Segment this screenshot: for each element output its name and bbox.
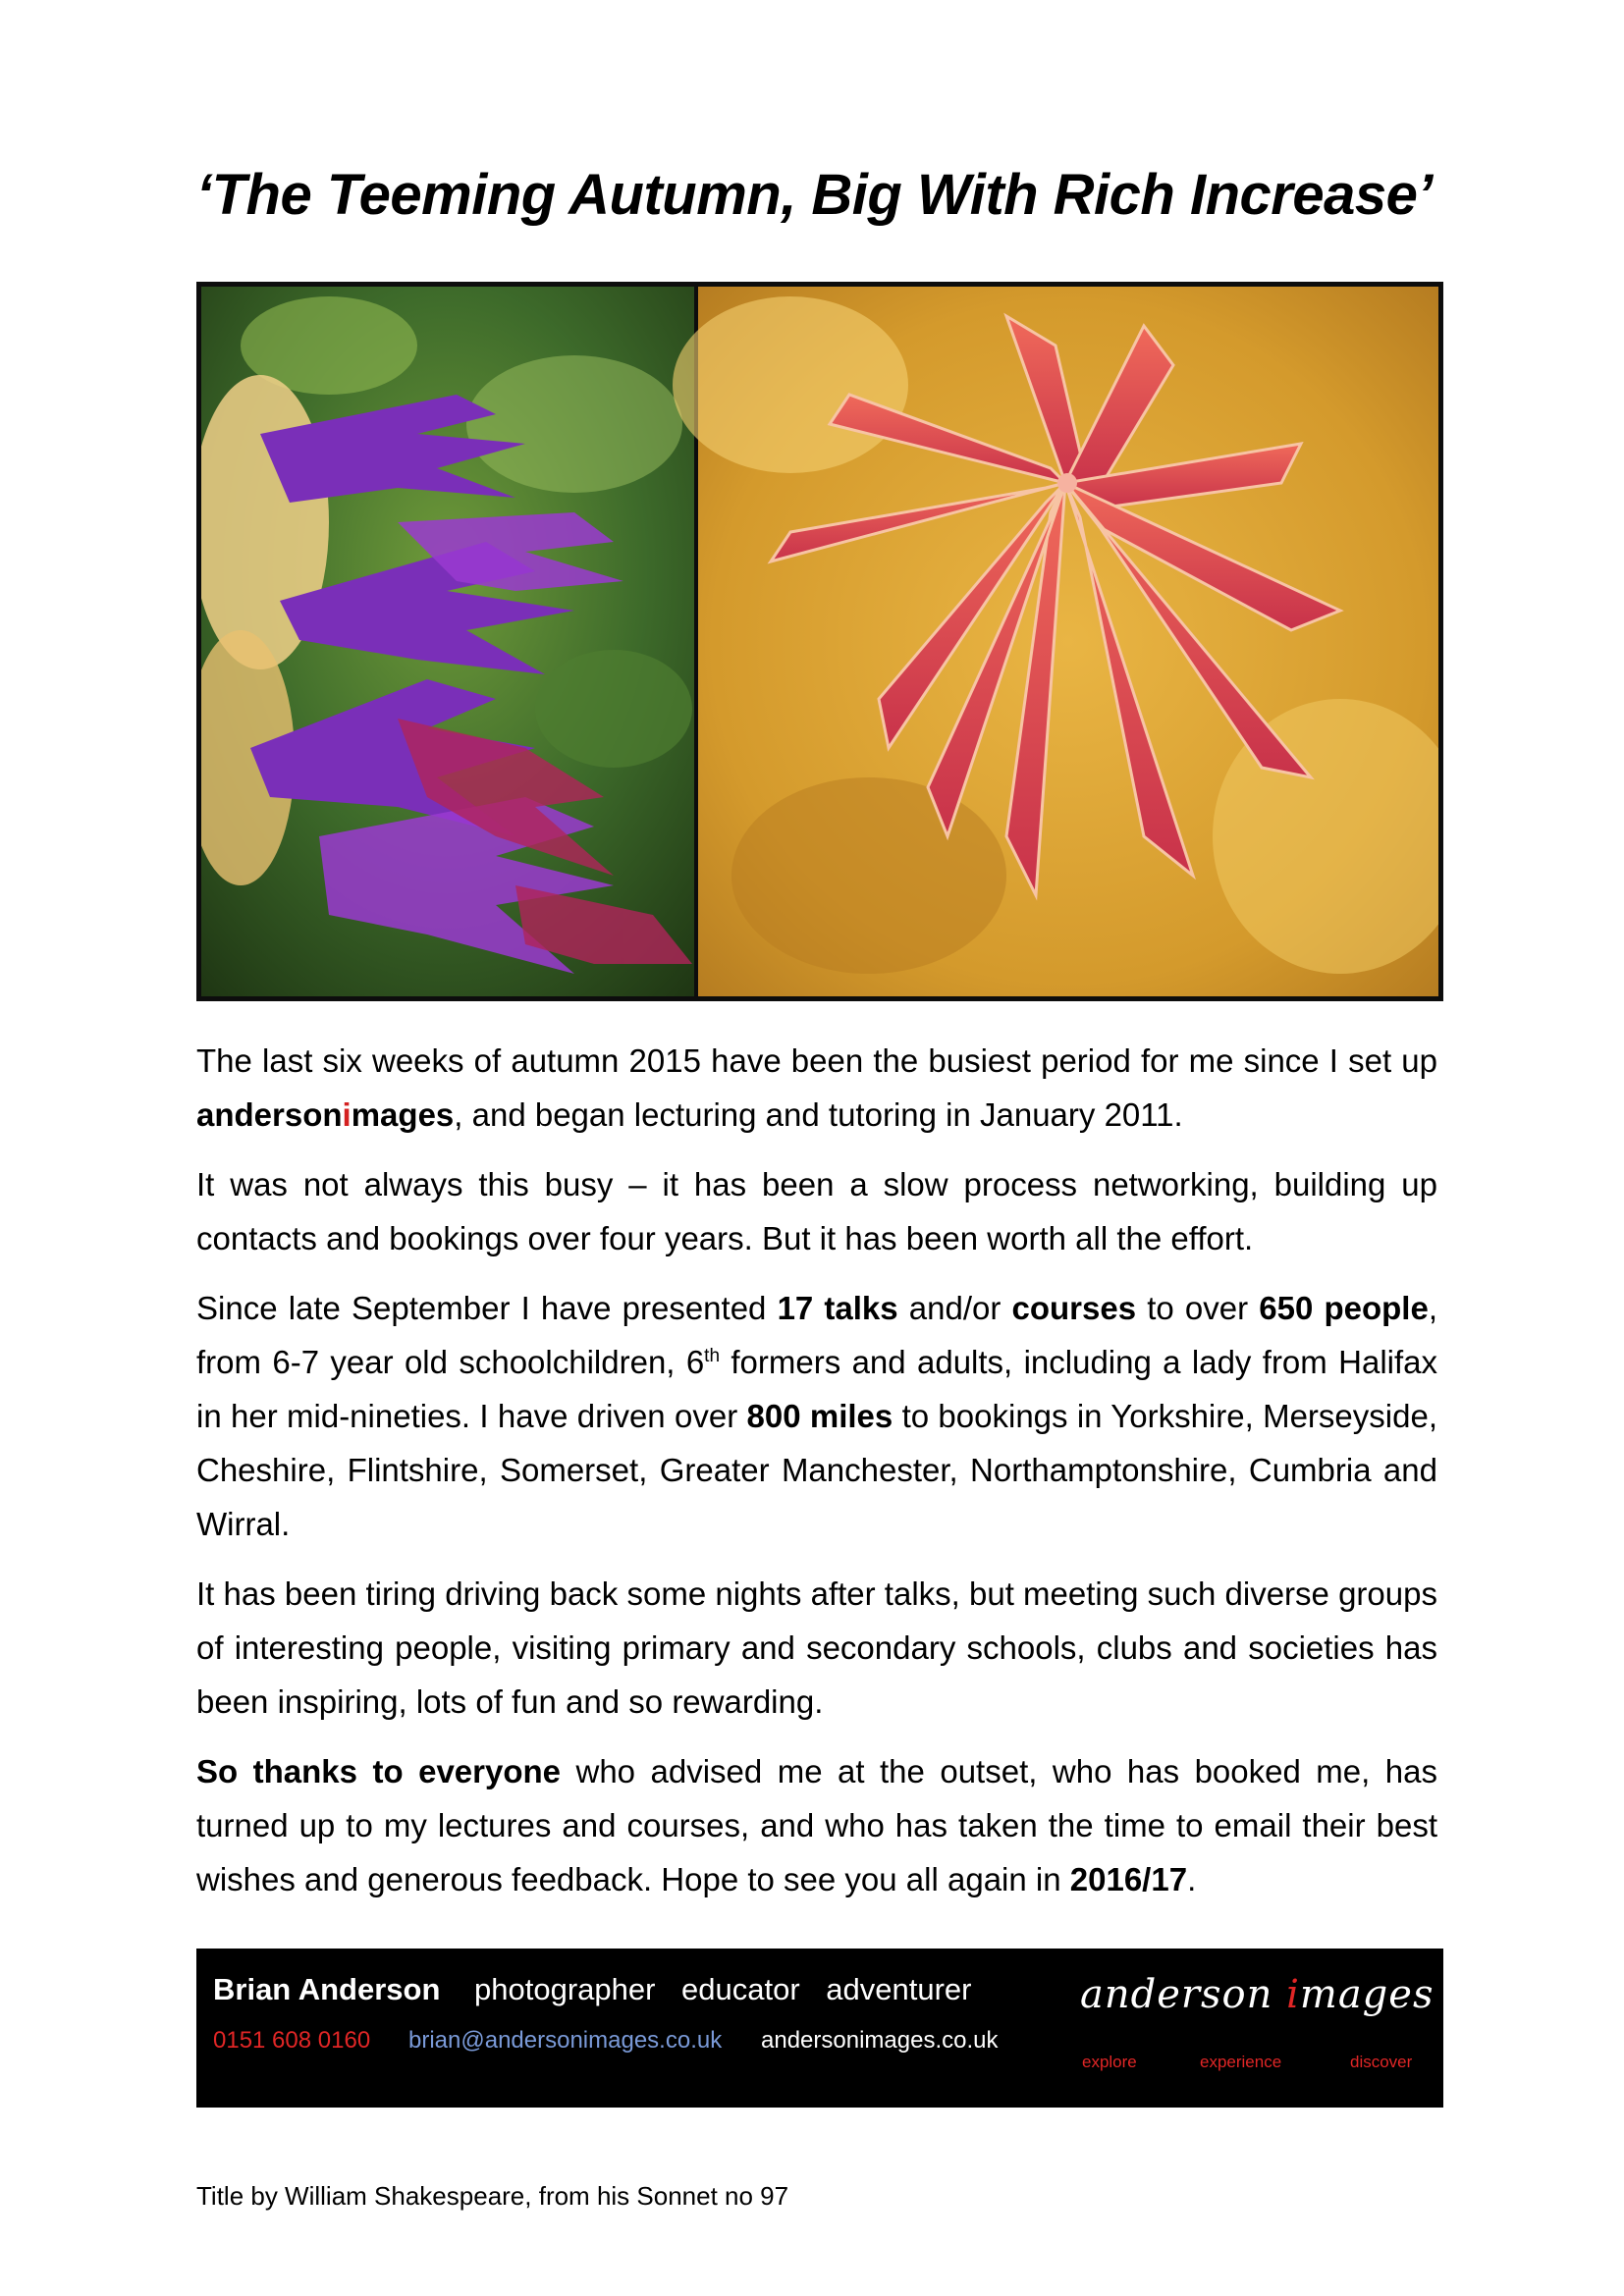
logo-tag-explore: explore (1082, 2053, 1137, 2071)
logo-wordmark: anderson images (1080, 1972, 1435, 2017)
maple-leaves-photo (201, 287, 1438, 996)
paragraph-2: It was not always this busy – it has been a slow process networking, building up contacts and bookings over four years. But it has been worth all the effort. (196, 1166, 1437, 1256)
article-body (196, 1034, 1437, 1922)
logo-tag-discover: discover (1350, 2053, 1413, 2071)
paragraph-1: The last six weeks of autumn 2015 have been the busiest period for me since I set up andersonimages, and began lecturing and tutoring in January 2011. (196, 1042, 1437, 1133)
anderson-images-logo (1080, 1972, 1435, 2071)
paragraph-5: So thanks to everyone who advised me at the outset, who has booked me, has turned up to my lectures and courses, and who has taken the time to email their best wishes and generous feedback. Hope to see you all again in 2016/17. (196, 1753, 1437, 1897)
footnote: Title by William Shakespeare, from his Sonnet no 97 (196, 2181, 789, 2211)
logo-tag-experience: experience (1200, 2053, 1282, 2071)
author-name: Brian Anderson (213, 1972, 441, 2006)
paragraph-4: It has been tiring driving back some nights after talks, but meeting such diverse groups of interesting people, visiting primary and secondary schools, clubs and societies has been inspiring, lots of fun and so rewarding. (196, 1575, 1437, 1720)
contact-footer (196, 1949, 1443, 2108)
purple-maple-photo (201, 287, 694, 996)
author-roles: photographer educator adventurer (474, 1972, 972, 2006)
page-title: ‘The Teeming Autumn, Big With Rich Increase’ (196, 163, 1433, 227)
red-maple-photo (673, 287, 1438, 996)
phone-number: 0151 608 0160 (213, 2027, 371, 2054)
paragraph-3: Since late September I have presented 17 talks and/or courses to over 650 people, from 6-7 year old schoolchildren, 6th formers and adults, including a lady from Halifax in her mid-nineties. I have driven over 800 miles to bookings in Yorkshire, Merseyside, Cheshire, Flintshire, Somerset, Greater Manchester, Northamptonshire, Cumbria and Wirral. (196, 1290, 1437, 1542)
email-link[interactable]: brian@andersonimages.co.uk (408, 2027, 723, 2054)
website-link[interactable]: andersonimages.co.uk (761, 2027, 999, 2054)
brand-name: andersonimages (196, 1096, 455, 1133)
photo-frame (196, 282, 1443, 1001)
